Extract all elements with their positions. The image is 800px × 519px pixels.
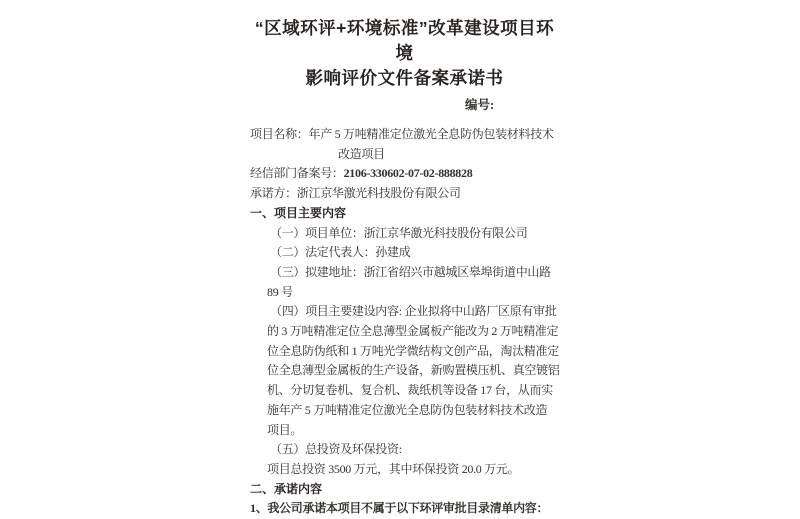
document-title-line1: “区域环评+环境标准”改革建设项目环境 bbox=[254, 18, 555, 63]
field-filing-number-value: 2106-330602-07-02-888828 bbox=[343, 166, 473, 181]
item-project-unit: （一）项目单位：浙江京华激光科技股份有限公司 bbox=[270, 225, 528, 240]
item-total-investment: （五）总投资及环保投资: bbox=[270, 442, 402, 457]
section-heading-commitment: 二、承诺内容 bbox=[250, 481, 323, 496]
serial-number-label: 编号: bbox=[465, 98, 495, 112]
item-proposed-address-cont: 89 号 bbox=[267, 284, 293, 299]
item-proposed-address: （三）拟建地址：浙江省绍兴市越城区皋埠街道中山路 bbox=[270, 264, 551, 279]
item-main-construction-cont-5: 施年产 5 万吨精准定位激光全息防伪包装材料技术改造 bbox=[267, 402, 548, 417]
item-main-construction-cont-3: 位全息薄型金属板的生产设备，新购置模压机、真空镀铝 bbox=[267, 363, 560, 378]
item-main-construction-cont-1: 的 3 万吨精准定位全息薄型金属板产能改为 2 万吨精准定 bbox=[267, 324, 559, 339]
field-filing-number bbox=[250, 164, 595, 184]
serial-number-row bbox=[250, 96, 595, 114]
section-heading-project-content: 一、项目主要内容 bbox=[250, 205, 347, 220]
item-main-construction-cont-2: 位全息防伪纸和 1 万吨光学微结构文创产品，淘汰精准定 bbox=[267, 343, 559, 358]
item-main-construction: （四）项目主要建设内容: 企业拟将中山路厂区原有审批 bbox=[270, 304, 557, 319]
item-main-construction-cont-4: 机、分切复卷机、复合机、裁纸机等设备 17 台，从而实 bbox=[267, 383, 553, 398]
commitment-clause-1: 1、我公司承诺本项目不属于以下环评审批目录清单内容： bbox=[250, 501, 549, 516]
item-legal-representative: （二）法定代表人：孙建成 bbox=[270, 245, 411, 260]
document-title bbox=[250, 16, 595, 91]
item-main-construction-cont-6: 项目。 bbox=[267, 422, 303, 437]
field-committer: 承诺方：浙江京华激光科技股份有限公司 bbox=[250, 186, 461, 201]
field-project-name-cont: 改造项目 bbox=[338, 146, 385, 161]
field-project-name: 项目名称：年产 5 万吨精准定位激光全息防伪包装材料技术 bbox=[250, 127, 554, 141]
field-filing-number-label: 经信部门备案号： bbox=[250, 166, 344, 181]
document-title-line2: 影响评价文件备案承诺书 bbox=[305, 68, 504, 88]
document-body bbox=[250, 125, 595, 519]
document-content bbox=[250, 16, 595, 519]
item-investment-detail: 项目总投资 3500 万元，其中环保投资 20.0 万元。 bbox=[267, 461, 520, 476]
